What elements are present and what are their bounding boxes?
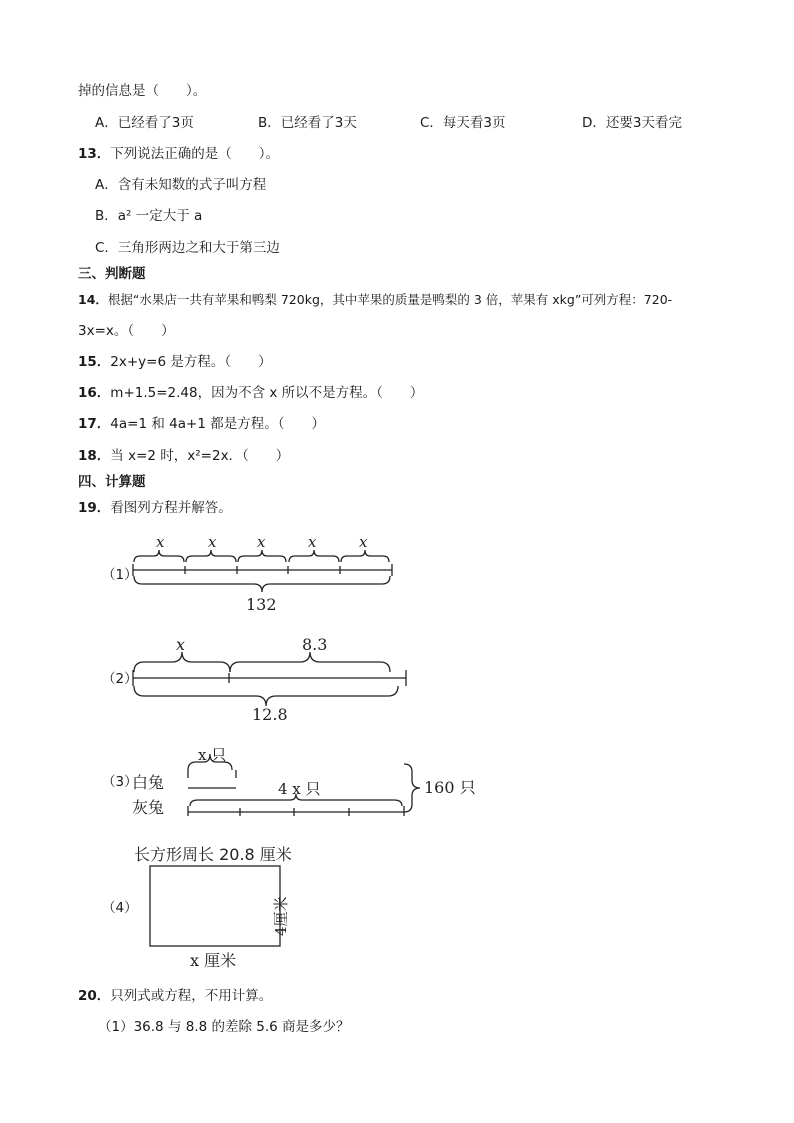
q17-text: 4a=1 和 4a+1 都是方程。（ ） [110,416,325,432]
fig3-gray-qty: 4 x 只 [278,780,321,798]
q13-number: 13． [78,146,111,162]
fig1-var-5: x [359,533,368,551]
q14-line2: 3x=x。（ ） [78,323,175,339]
fig4-height: 4厘米 [272,896,290,936]
q17-number: 17． [78,416,111,432]
q15-number: 15． [78,354,111,370]
q12-option-b: B．已经看了3天 [258,115,357,131]
fig2-var: x [176,635,186,654]
section-judgement-heading: 三、判断题 [78,266,146,282]
q13-option-a: A．含有未知数的式子叫方程 [95,177,267,193]
q15-text: 2x+y=6 是方程。（ ） [110,354,272,370]
fig4-label: （4） [102,900,138,916]
q14-text: 根据“水果店一共有苹果和鸭梨 720kg，其中苹果的质量是鸭梨的 3 倍，苹果有 xkg”可列方程：720- [107,292,673,307]
fig1-label: （1） [102,567,138,583]
fig3-total: 160 只 [424,778,476,797]
fig4-caption: 长方形周长 20.8 厘米 [134,845,292,864]
fig3-gray-label: 灰兔 [132,798,165,817]
q12-option-c: C．每天看3页 [420,115,506,131]
fig1-total: 132 [246,595,277,614]
fig2-label: （2） [102,671,138,687]
q18-number: 18． [78,448,111,464]
q19-number: 19． [78,500,111,516]
q14-number: 14． [78,292,108,307]
fig3-white-label: 白兔 [132,773,165,792]
q16-text: m+1.5=2.48，因为不含 x 所以不是方程。（ ） [110,385,424,401]
fig2-known: 8.3 [302,635,328,654]
fig1-var-3: x [257,533,266,551]
q12-option-d: D．还要3天看完 [582,115,682,131]
fig1-var-4: x [308,533,317,551]
fig2-total: 12.8 [252,705,288,724]
q20-sub1: （1）36.8 与 8.8 的差除 5.6 商是多少？ [98,1019,350,1035]
fig3-label: （3） [102,774,138,790]
q20-number: 20． [78,988,111,1004]
fig4-width: x 厘米 [190,951,237,970]
fig1-var-1: x [156,533,165,551]
q19-text: 看图列方程并解答。 [110,500,232,516]
q18-text: 当 x=2 时，x²=2x．（ ） [110,448,290,464]
fig1-var-2: x [208,533,217,551]
q20 [78,987,272,1005]
q13-text: 下列说法正确的是（ ）。 [110,146,280,162]
section-calc-heading: 四、计算题 [78,474,146,490]
q16-number: 16． [78,385,111,401]
q12-option-a: A．已经看了3页 [95,115,194,131]
q12-tail: 掉的信息是（ ）。 [78,83,207,99]
q13-option-b: B．a² 一定大于 a [95,208,203,224]
q20-text: 只列式或方程，不用计算。 [110,988,273,1004]
q13-option-c: C．三角形两边之和大于第三边 [95,240,280,256]
fig3-white-qty: x 只 [198,746,227,764]
